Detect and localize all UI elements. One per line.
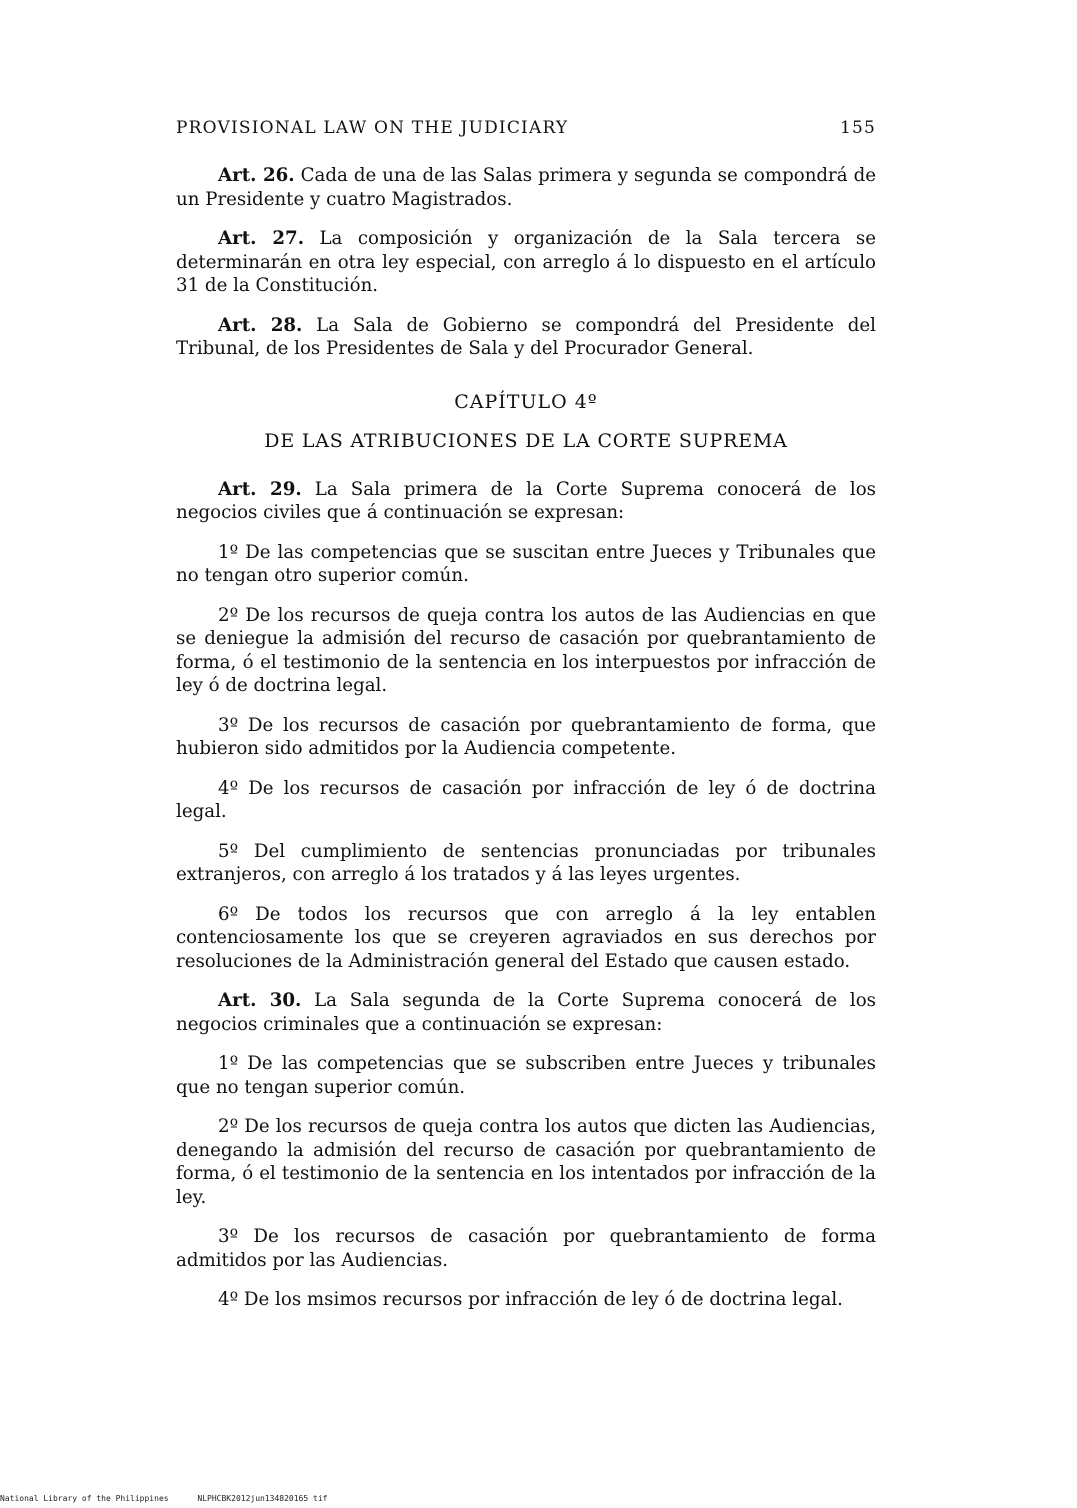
page-number: 155 [839,118,876,138]
item-text: De todos los recursos que con arreglo á la ley entablen contenciosamente los que se creyeren agraviados en sus derechos por resoluciones de la Administración general del Estado que causen estado. [176,903,876,972]
article-26 [176,164,876,211]
item-text: De los recursos de queja contra los autos de las Audiencias en que se deniegue la admisión del recurso de casación por quebrantamiento de forma, ó el testimonio de la sentencia en los interpuestos por infracción de ley ó de doctrina legal. [176,604,876,696]
list-item [176,1288,876,1312]
scan-footer [0,1494,351,1503]
item-number: 6º [218,903,239,925]
item-text: De los recursos de casación por infracción de ley ó de doctrina legal. [176,777,876,822]
article-label: Art. 26. [218,165,295,186]
article-label: Art. 29. [218,478,302,500]
item-text: De las competencias que se suscitan entre Jueces y Tribunales que no tengan otro superior común. [176,541,876,586]
chapter-subtitle: DE LAS ATRIBUCIONES DE LA CORTE SUPREMA [264,430,788,452]
article-28 [176,314,876,361]
item-number: 3º [218,1226,239,1247]
page-body [176,164,876,1328]
list-item [176,541,876,588]
article-text: Cada de una de las Salas primera y segunda se compondrá de un Presidente y cuatro Magistrados. [176,165,876,210]
list-item [176,903,876,974]
item-number: 4º [218,1289,239,1310]
list-item [176,604,876,698]
file-identifier: NLPHCBK2012jun134820165 tif [197,1494,328,1503]
item-number: 4º [218,777,239,799]
article-label: Art. 28. [218,314,303,336]
item-number: 1º [218,541,239,563]
item-text: De las competencias que se subscriben entre Jueces y tribunales que no tengan superior común. [176,1053,876,1098]
item-number: 3º [218,714,239,736]
item-text: De los recursos de casación por quebrantamiento de forma, que hubieron sido admitidos por la Audiencia competente. [176,714,876,759]
item-text: Del cumplimiento de sentencias pronunciadas por tribunales extranjeros, con arreglo á los tratados y á las leyes urgentes. [176,840,876,885]
item-number: 1º [218,1053,239,1074]
list-item [176,1052,876,1099]
list-item [176,840,876,887]
list-item [176,777,876,824]
article-text: La Sala de Gobierno se compondrá del Presidente del Tribunal, de los Presidentes de Sala y del Procurador General. [176,314,876,359]
article-text: La Sala primera de la Corte Suprema conocerá de los negocios civiles que á continuación se expresan: [176,478,876,523]
item-text: De los recursos de casación por quebrantamiento de forma admitidos por las Audiencias. [176,1226,876,1271]
item-number: 5º [218,840,239,862]
library-credit: National Library of the Philippines [0,1494,169,1503]
list-item [176,714,876,761]
chapter-title: CAPÍTULO 4º [454,390,598,413]
article-text: La Sala segunda de la Corte Suprema conocerá de los negocios criminales que a continuación se expresan: [176,990,876,1035]
article-label: Art. 30. [218,990,302,1011]
list-item [176,1225,876,1272]
article-27 [176,227,876,298]
article-30 [176,989,876,1036]
article-label: Art. 27. [218,228,305,249]
running-title: PROVISIONAL LAW ON THE JUDICIARY [176,118,569,138]
item-number: 2º [218,604,239,626]
article-29 [176,478,876,525]
article-text: La composición y organización de la Sala tercera se determinarán en otra ley especial, con arreglo á lo dispuesto en el artículo 31 de la Constitución. [176,228,876,296]
item-text: De los msimos recursos por infracción de ley ó de doctrina legal. [243,1289,843,1310]
list-item [176,1115,876,1209]
item-number: 2º [218,1116,239,1137]
item-text: De los recursos de queja contra los autos que dicten las Audiencias, denegando la admisión del recurso de casación por quebrantamiento de forma, ó el testimonio de la sentencia en los intentados por infracción de la ley. [176,1116,876,1208]
